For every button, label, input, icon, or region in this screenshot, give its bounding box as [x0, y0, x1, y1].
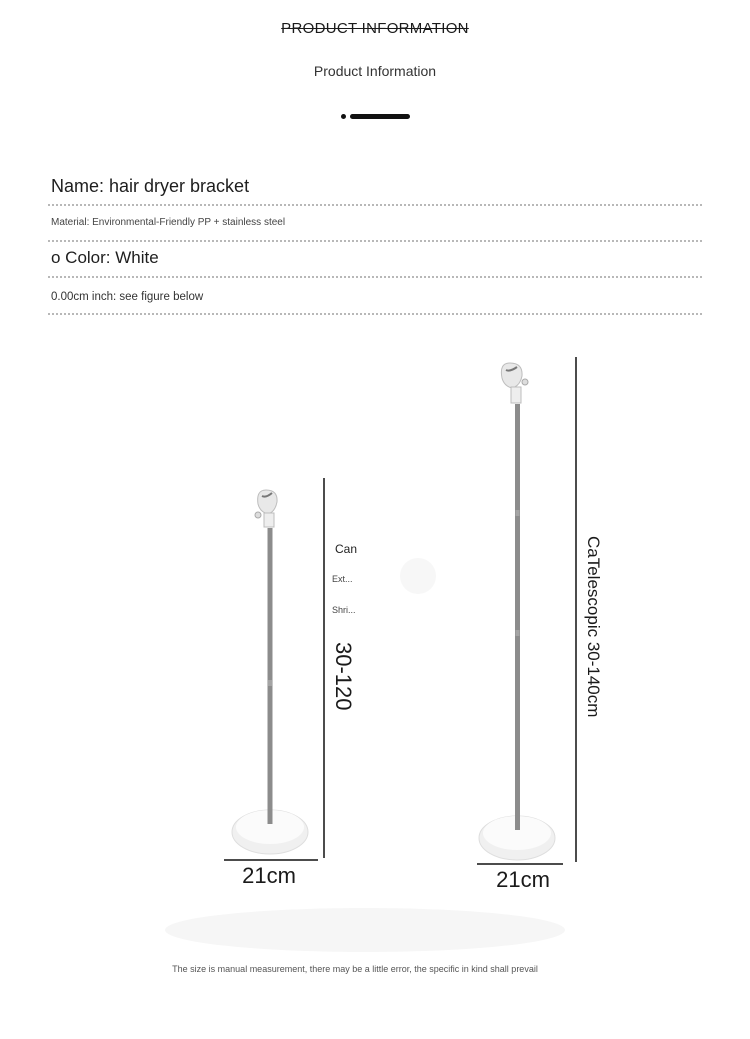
spec-name-text: Name: hair dryer bracket: [51, 176, 250, 196]
decorative-blur: [400, 558, 436, 594]
footer-note: The size is manual measurement, there may be a little error, the specific in kind shall prevail: [172, 964, 538, 974]
small-stand-pole: [268, 528, 273, 824]
spec-row-size: [48, 278, 702, 315]
small-note-1: Can: [335, 542, 358, 556]
product-dimension-figure: [0, 330, 750, 955]
spec-color-text: o Color: White: [51, 248, 159, 267]
large-height-label: CaTelescopic 30-140cm: [584, 536, 603, 718]
large-stand-joint-2: [516, 630, 520, 636]
large-stand-clamp-icon: [501, 363, 528, 403]
spec-row-name: [48, 170, 702, 206]
large-stand: [477, 357, 603, 892]
floor-shadow: [165, 908, 565, 952]
small-width-label: 21cm: [242, 863, 296, 888]
decorative-bar: [350, 114, 410, 119]
small-stand: [224, 478, 357, 888]
large-width-label: 21cm: [496, 867, 550, 892]
spec-material-text: Material: Environmental-Friendly PP + stainless steel: [51, 217, 286, 228]
decorative-dot: [341, 114, 346, 119]
small-note-2: Ext...: [332, 574, 353, 584]
spec-size-text: 0.00cm inch: see figure below: [51, 291, 204, 303]
small-stand-clamp-icon: [255, 490, 277, 527]
spec-row-color: [48, 242, 702, 278]
large-stand-joint-1: [516, 510, 520, 516]
small-height-label: 30-120: [331, 642, 356, 711]
small-note-3: Shri...: [332, 605, 356, 615]
section-title: PRODUCT INFORMATION: [281, 20, 469, 37]
spec-row-material: [48, 206, 702, 242]
large-stand-pole: [515, 404, 520, 830]
small-stand-joint: [268, 680, 272, 686]
section-subtitle: Product Information: [313, 63, 437, 79]
